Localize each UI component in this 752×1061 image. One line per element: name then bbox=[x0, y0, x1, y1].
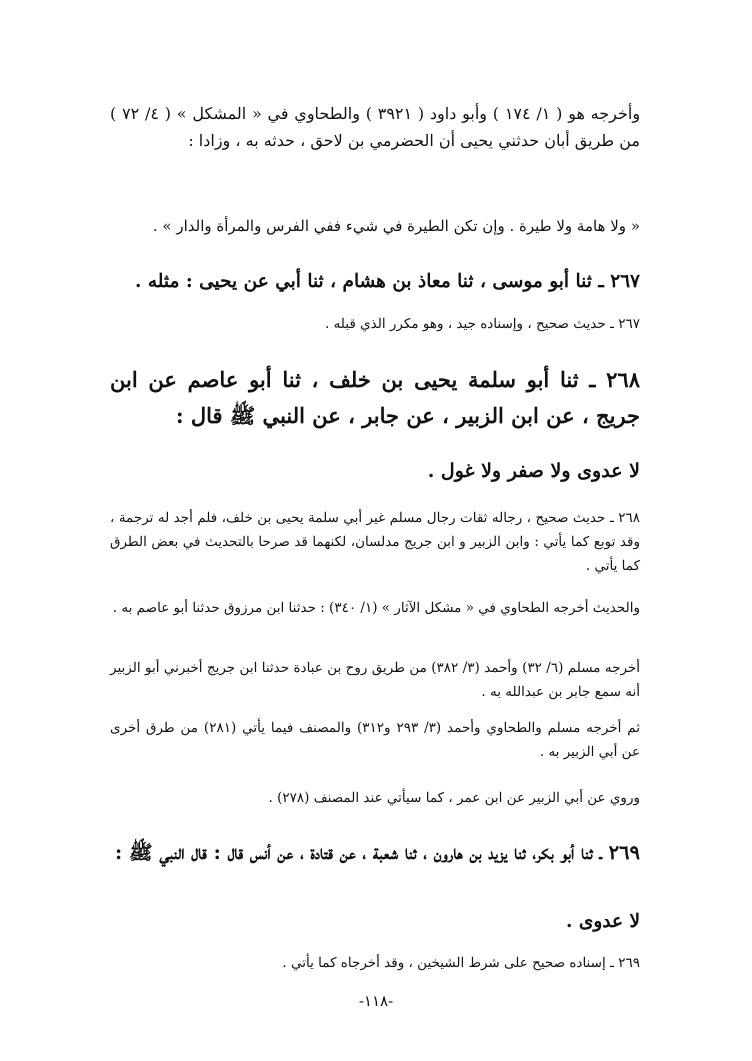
footnote-268-p2 bbox=[110, 596, 640, 620]
hadith-269-text: لا عدوى . bbox=[565, 911, 640, 932]
footnote-268-text-2: والحديث أخرجه الطحاوي في « مشكل الآثار » (١/ ٣٤٠) : حدثنا ابن مرزوق حدثنا أبو عاصم به . bbox=[112, 600, 640, 616]
intro-quote bbox=[110, 213, 640, 239]
footnote-268-p3 bbox=[110, 656, 640, 704]
hadith-269-isnad: ٢٦٩ ـ ثنا أبو بكر، ثنا يزيد بن هارون ، ثنا شعبة ، عن قتادة ، عن أنس قال : قال النبي ﷺ : bbox=[115, 841, 640, 864]
footnote-268-text-5: وروي عن أبي الزبير عن ابن عمر ، كما سيأتي عند المصنف (٢٧٨) . bbox=[268, 790, 640, 806]
footnote-268-p4 bbox=[110, 716, 640, 764]
footnote-268-text-1: ٢٦٨ ـ حديث صحيح ، رجاله ثقات رجال مسلم غير أبي سلمة يحيى بن خلف، فلم أجد له ترجمة ، وقد توبع كما يأتي : وابن الزبير و ابن جريج مدلسان، لكنهما قد صرحا بالتحديث في بعض الطرق كما يأتي . bbox=[110, 510, 640, 574]
footnote-268-text-4: ثم أخرجه مسلم والطحاوي وأحمد (٣/ ٢٩٣ و٣١٢) والمصنف فيما يأتي (٢٨١) من طرق أخرى عن أبي الزبير به . bbox=[110, 720, 641, 760]
hadith-267-isnad: ٢٦٧ ـ ثنا أبو موسى ، ثنا معاذ بن هشام ، ثنا أبي عن يحيى : مثله . bbox=[134, 271, 640, 292]
page-number: -١١٨- bbox=[358, 992, 394, 1010]
hadith-268-isnad: ٢٦٨ ـ ثنا أبو سلمة يحيى بن خلف ، ثنا أبو عاصم عن ابن جريج ، عن ابن الزبير ، عن جابر ، عن النبي ﷺ قال : bbox=[110, 367, 640, 428]
hadith-269-matn bbox=[110, 907, 640, 937]
footnote-268-text-3: أخرجه مسلم (٦/ ٣٢) وأحمد (٣/ ٣٨٢) من طريق روح بن عبادة حدثنا ابن جريج أخبرني أبو الزبير أنه سمع جابر بن عبدالله به . bbox=[110, 660, 641, 700]
footnote-267-text: ٢٦٧ ـ حديث صحيح ، وإسناده جيد ، وهو مكرر الذي قبله . bbox=[324, 316, 640, 332]
intro-quote-text: « ولا هامة ولا طيرة . وإن تكن الطيرة في شيء ففي الفرس والمرأة والدار » . bbox=[152, 217, 640, 235]
footnote-269-text: ٢٦٩ ـ إسناده صحيح على شرط الشيخين ، وقد أخرجاه كما يأتي . bbox=[282, 955, 640, 971]
hadith-269 bbox=[110, 836, 640, 869]
hadith-267 bbox=[110, 266, 640, 298]
hadith-268 bbox=[110, 362, 640, 434]
footnote-267 bbox=[110, 313, 640, 335]
intro-paragraph bbox=[110, 100, 640, 154]
hadith-268-matn bbox=[110, 455, 640, 487]
footnote-268-p5 bbox=[110, 786, 640, 810]
intro-text: وأخرجه هو ( ١/ ١٧٤ ) وأبو داود ( ٣٩٢١ ) والطحاوي في « المشكل » ( ٤/ ٧٢ ) من طريق أبان حدثني يحيى أن الحضرمي بن لاحق ، حدثه به ، وزادا : bbox=[110, 104, 641, 150]
footnote-268-p1 bbox=[110, 506, 640, 578]
hadith-268-text: لا عدوى ولا صفر ولا غول . bbox=[427, 460, 640, 482]
footnote-269 bbox=[110, 951, 640, 975]
